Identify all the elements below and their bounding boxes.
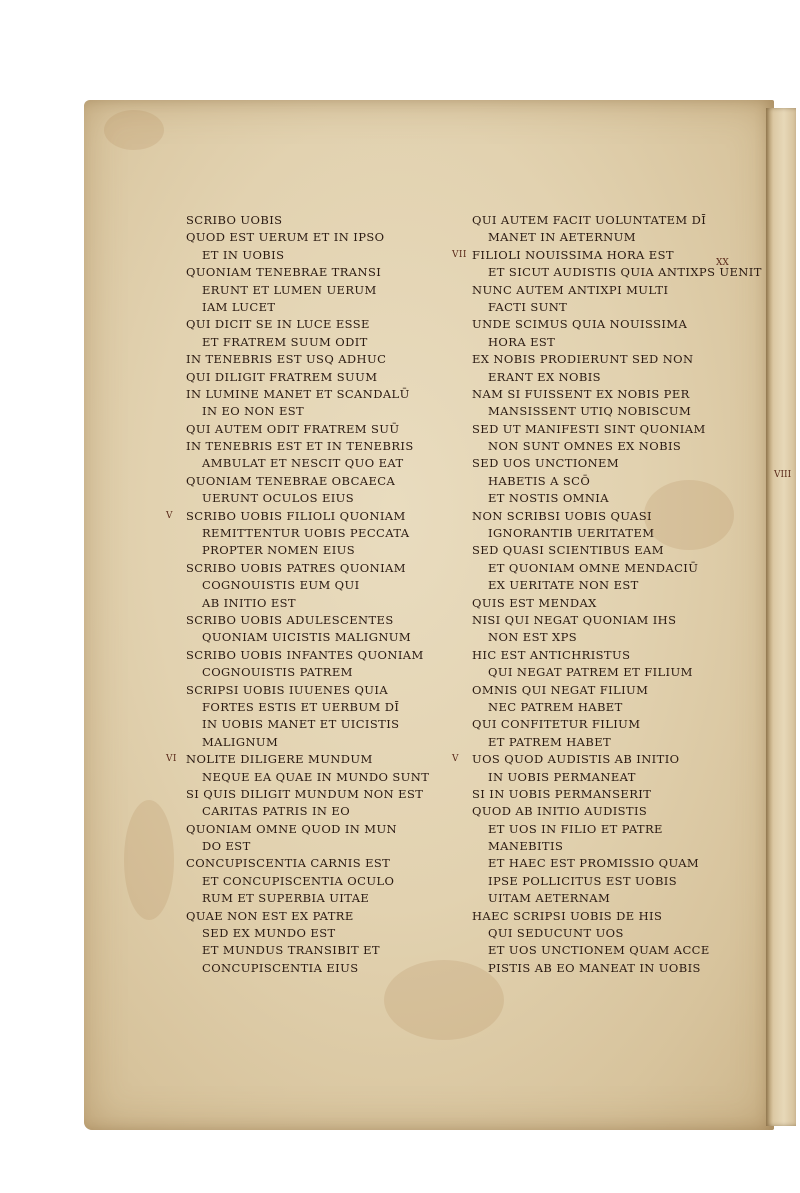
line-text: CONCUPISCENTIA EIUS — [202, 960, 359, 975]
line-text: COGNOUISTIS EUM QUI — [202, 578, 360, 593]
line-text: NAM SI FUISSENT EX NOBIS PER — [472, 386, 690, 401]
text-line — [452, 247, 737, 264]
line-text: IAM LUCET — [202, 299, 276, 314]
line-text: AMBULAT ET NESCIT QUO EAT — [202, 456, 404, 471]
line-text: PISTIS AB EO MANEAT IN UOBIS — [488, 960, 701, 975]
text-line — [472, 282, 737, 299]
line-text: IN UOBIS PERMANEAT — [488, 769, 636, 784]
text-line — [186, 699, 441, 716]
text-line — [186, 334, 441, 351]
line-text: NUNC AUTEM ANTIXPI MULTI — [472, 282, 669, 297]
text-line — [472, 351, 737, 368]
line-text: QUI AUTEM FACIT UOLUNTATEM DĪ — [472, 213, 707, 227]
line-text: QUI NEGAT PATREM ET FILIUM — [488, 665, 693, 680]
line-text: IGNORANTIB UERITATEM — [488, 526, 655, 541]
line-text: NEQUE EA QUAE IN MUNDO SUNT — [202, 769, 430, 784]
text-line — [186, 351, 441, 368]
text-line — [186, 264, 441, 281]
line-text: IPSE POLLICITUS EST UOBIS — [488, 873, 678, 888]
line-text: ET NOSTIS OMNIA — [488, 491, 609, 506]
line-text: IN TENEBRIS EST ET IN TENEBRIS — [186, 439, 414, 454]
text-line — [186, 942, 441, 959]
line-text: NOLITE DILIGERE MUNDUM — [186, 752, 373, 767]
text-line — [452, 751, 737, 768]
line-text: UITAM AETERNAM — [488, 891, 611, 906]
line-text: QUI AUTEM ODIT FRATREM SUŪ — [186, 421, 400, 436]
text-line — [186, 542, 441, 559]
text-line — [472, 473, 737, 490]
text-line — [472, 525, 737, 542]
text-line — [472, 855, 737, 872]
line-text: UERUNT OCULOS EIUS — [202, 491, 355, 506]
line-text: SED QUASI SCIENTIBUS EAM — [472, 543, 664, 558]
line-text: HAEC SCRIPSI UOBIS DE HIS — [472, 908, 663, 923]
text-line — [472, 682, 737, 699]
text-line — [472, 386, 737, 403]
line-text: NEC PATREM HABET — [488, 699, 623, 714]
line-text: PROPTER NOMEN EIUS — [202, 543, 356, 558]
text-line — [472, 229, 737, 246]
line-text: OMNIS QUI NEGAT FILIUM — [472, 682, 649, 697]
text-line — [472, 925, 737, 942]
next-folio-edge — [766, 108, 796, 1126]
line-text: ET QUONIAM OMNE MENDACIŪ — [488, 560, 699, 575]
line-text: SCRIBO UOBIS FILIOLI QUONIAM — [186, 508, 406, 523]
text-line — [186, 369, 441, 386]
line-text: DO EST — [202, 839, 251, 854]
text-line — [186, 925, 441, 942]
line-text: SCRIBO UOBIS PATRES QUONIAM — [186, 560, 406, 575]
line-text: NON SCRIBSI UOBIS QUASI — [472, 508, 652, 523]
line-text: QUI DICIT SE IN LUCE ESSE — [186, 317, 370, 332]
line-text: SI QUIS DILIGIT MUNDUM NON EST — [186, 786, 424, 801]
line-text: QUONIAM OMNE QUOD IN MUN — [186, 821, 398, 836]
text-line — [186, 873, 441, 890]
line-text: SED UT MANIFESTI SINT QUONIAM — [472, 421, 706, 436]
text-line — [472, 369, 737, 386]
text-line — [472, 403, 737, 420]
text-line — [186, 908, 441, 925]
line-text: ET UOS UNCTIONEM QUAM ACCE — [488, 943, 710, 958]
text-line — [186, 577, 441, 594]
line-text: AB INITIO EST — [202, 595, 296, 610]
line-text: FILIOLI NOUISSIMA HORA EST — [472, 247, 674, 262]
text-line — [186, 647, 441, 664]
stain — [104, 110, 164, 150]
line-text: IN UOBIS MANET ET UICISTIS — [202, 717, 400, 732]
text-line — [186, 821, 441, 838]
text-line — [186, 716, 441, 733]
line-text: EX NOBIS PRODIERUNT SED NON — [472, 352, 694, 367]
line-text: MANEBITIS — [488, 839, 564, 854]
line-text: FORTES ESTIS ET UERBUM DĪ — [202, 699, 400, 714]
text-line — [186, 890, 441, 907]
text-line — [186, 786, 441, 803]
text-line — [186, 595, 441, 612]
text-line — [472, 299, 737, 316]
text-line — [472, 786, 737, 803]
left-text-column — [166, 212, 441, 977]
line-text: SCRIBO UOBIS INFANTES QUONIAM — [186, 647, 424, 662]
text-line — [186, 473, 441, 490]
line-text: QUI SEDUCUNT UOS — [488, 926, 624, 941]
text-line — [472, 264, 762, 281]
text-line — [186, 734, 441, 751]
text-line — [472, 455, 737, 472]
text-line — [472, 803, 737, 820]
line-text: COGNOUISTIS PATREM — [202, 665, 353, 680]
line-text: FACTI SUNT — [488, 299, 568, 314]
margin-note-top-right: XX — [716, 258, 729, 268]
line-text: SCRIPSI UOBIS IUUENES QUIA — [186, 682, 389, 697]
line-text: EX UERITATE NON EST — [488, 578, 639, 593]
line-text: CARITAS PATRIS IN EO — [202, 804, 351, 819]
text-line — [472, 212, 737, 229]
line-text: ET HAEC EST PROMISSIO QUAM — [488, 856, 700, 871]
text-line — [186, 247, 441, 264]
right-text-column — [452, 212, 762, 977]
line-text: RUM ET SUPERBIA UITAE — [202, 891, 370, 906]
text-line — [472, 699, 737, 716]
line-text: QUAE NON EST EX PATRE — [186, 908, 354, 923]
text-line — [472, 647, 737, 664]
text-line — [472, 334, 737, 351]
line-text: MANET IN AETERNUM — [488, 230, 636, 245]
text-line — [472, 769, 737, 786]
section-marker: VII — [452, 249, 467, 260]
text-line — [472, 542, 737, 559]
line-text: QUOD EST UERUM ET IN IPSO — [186, 230, 385, 245]
text-line — [472, 890, 737, 907]
text-line — [472, 438, 737, 455]
line-text: ET MUNDUS TRANSIBIT ET — [202, 943, 380, 958]
line-text: QUOD AB INITIO AUDISTIS — [472, 804, 648, 819]
section-marker: VI — [166, 754, 177, 765]
text-line — [472, 316, 737, 333]
margin-note-edge: VIII — [774, 470, 792, 480]
line-text: QUI CONFITETUR FILIUM — [472, 717, 641, 732]
line-text: QUIS EST MENDAX — [472, 595, 597, 610]
line-text: REMITTENTUR UOBIS PECCATA — [202, 526, 410, 541]
line-text: UOS QUOD AUDISTIS AB INITIO — [472, 752, 680, 767]
text-line — [472, 612, 737, 629]
text-line — [166, 508, 441, 525]
text-line — [472, 821, 737, 838]
text-line — [472, 508, 737, 525]
text-line — [472, 595, 737, 612]
line-text: ET CONCUPISCENTIA OCULO — [202, 873, 395, 888]
text-line — [186, 855, 441, 872]
text-line — [186, 438, 441, 455]
text-line — [186, 403, 441, 420]
text-line — [186, 490, 441, 507]
line-text: QUONIAM TENEBRAE TRANSI — [186, 265, 382, 280]
text-line — [472, 716, 737, 733]
line-text: IN EO NON EST — [202, 404, 305, 419]
stain — [124, 800, 174, 920]
section-marker: V — [166, 510, 173, 521]
text-line — [472, 873, 737, 890]
text-line — [186, 612, 441, 629]
text-line — [472, 577, 737, 594]
line-text: QUONIAM TENEBRAE OBCAECA — [186, 473, 396, 488]
text-line — [186, 455, 441, 472]
text-line — [186, 769, 441, 786]
text-line — [186, 282, 441, 299]
text-line — [186, 960, 441, 977]
text-line — [186, 421, 441, 438]
text-line — [186, 682, 441, 699]
line-text: SCRIBO UOBIS ADULESCENTES — [186, 612, 394, 627]
text-line — [472, 560, 737, 577]
text-line — [186, 299, 441, 316]
line-text: SED UOS UNCTIONEM — [472, 456, 620, 471]
line-text: NISI QUI NEGAT QUONIAM IHS — [472, 612, 677, 627]
text-line — [472, 490, 737, 507]
text-line — [166, 751, 441, 768]
text-line — [472, 664, 737, 681]
text-line — [186, 212, 441, 229]
text-line — [472, 942, 737, 959]
line-text: NON EST XPS — [488, 630, 578, 645]
line-text: UNDE SCIMUS QUIA NOUISSIMA — [472, 317, 688, 332]
text-line — [472, 629, 737, 646]
text-line — [186, 629, 441, 646]
line-text: SI IN UOBIS PERMANSERIT — [472, 786, 652, 801]
line-text: CONCUPISCENTIA CARNIS EST — [186, 856, 391, 871]
line-text: SCRIBO UOBIS — [186, 213, 283, 227]
text-line — [472, 960, 737, 977]
line-text: ET UOS IN FILIO ET PATRE — [488, 821, 663, 836]
text-line — [186, 664, 441, 681]
line-text: HORA EST — [488, 334, 556, 349]
line-text: ERANT EX NOBIS — [488, 369, 601, 384]
text-line — [186, 316, 441, 333]
text-line — [186, 386, 441, 403]
text-line — [186, 560, 441, 577]
line-text: MALIGNUM — [202, 734, 279, 749]
line-text: IN TENEBRIS EST USQ ADHUC — [186, 352, 387, 367]
line-text: ET PATREM HABET — [488, 734, 612, 749]
line-text: QUI DILIGIT FRATREM SUUM — [186, 369, 378, 384]
line-text: ERUNT ET LUMEN UERUM — [202, 282, 377, 297]
line-text: HIC EST ANTICHRISTUS — [472, 647, 631, 662]
text-line — [186, 525, 441, 542]
text-line — [472, 908, 737, 925]
section-marker: V — [452, 754, 459, 765]
line-text: ET SICUT AUDISTIS QUIA ANTIXPS UENIT — [488, 265, 762, 280]
line-text: MANSISSENT UTIQ NOBISCUM — [488, 404, 692, 419]
line-text: ET IN UOBIS — [202, 247, 285, 262]
line-text: QUONIAM UICISTIS MALIGNUM — [202, 630, 412, 645]
line-text: HABETIS A SCŌ — [488, 473, 591, 488]
text-line — [472, 421, 737, 438]
line-text: ET FRATREM SUUM ODIT — [202, 334, 368, 349]
text-line — [186, 838, 441, 855]
text-line — [472, 838, 737, 855]
line-text: NON SUNT OMNES EX NOBIS — [488, 439, 682, 454]
text-line — [472, 734, 737, 751]
text-line — [186, 803, 441, 820]
text-line — [186, 229, 441, 246]
line-text: SED EX MUNDO EST — [202, 926, 336, 941]
line-text: IN LUMINE MANET ET SCANDALŪ — [186, 386, 410, 401]
